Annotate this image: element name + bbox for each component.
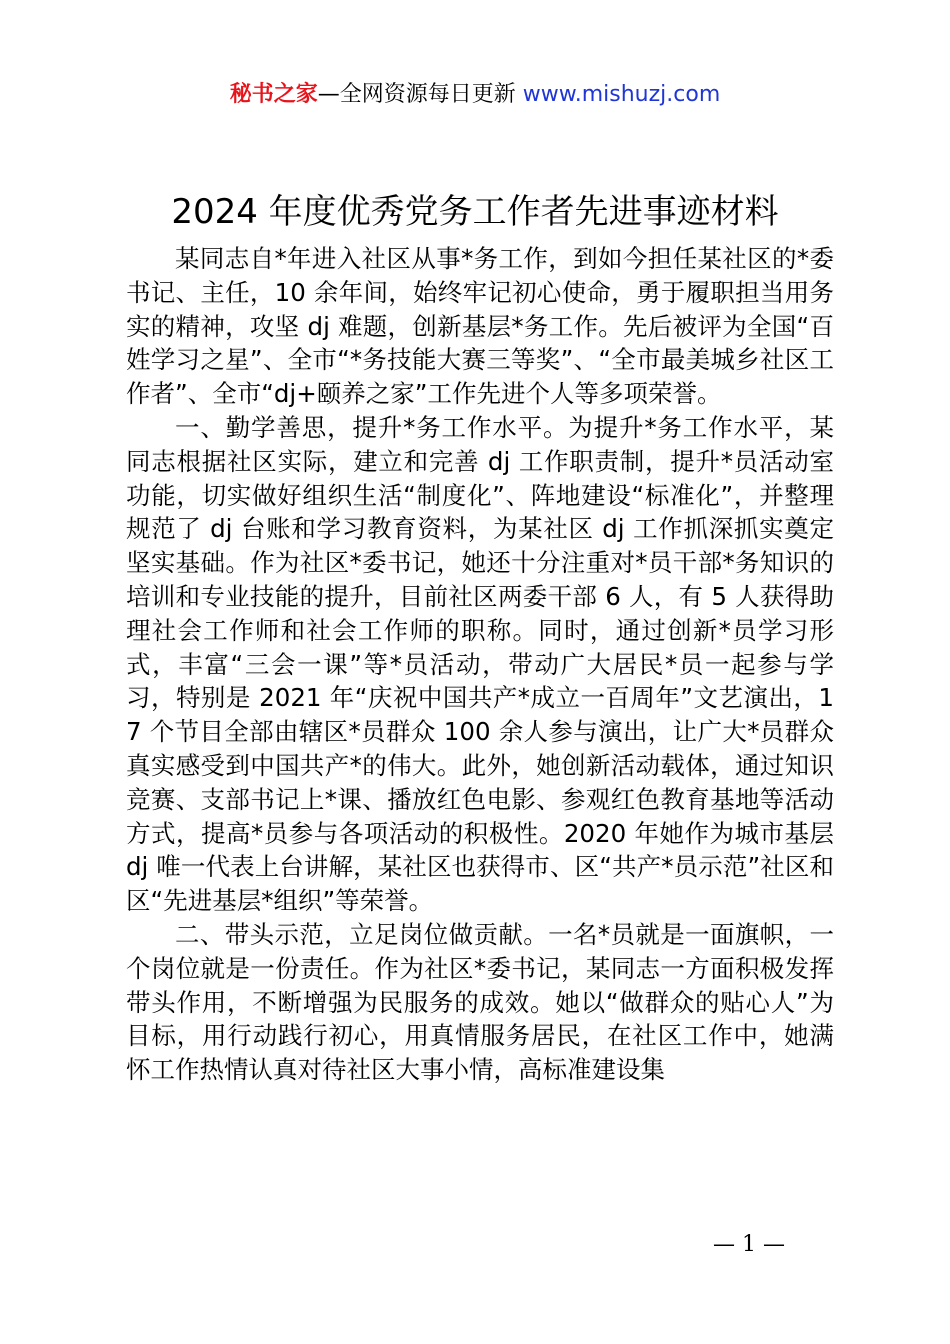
paragraph-section-1: 一、勤学善思，提升*务工作水平。为提升*务工作水平，某同志根据社区实际，建立和完善 dj 工作职责制，提升*员活动室功能，切实做好组织生活“制度化”、阵地建设“标准化”，并整理规范了 dj 台账和学习教育资料，为某社区 dj 工作抓深抓实奠定坚实基础。作为社区*委书记，她还十分注重对*员干部*务知识的培训和专业技能的提升，目前社区两委干部 6 人，有 5 人获得助理社会工作师和社会工作师的职称。同时，通过创新*员学习形式，丰富“三会一课”等*员活动，带动广大居民*员一起参与学习，特别是 2021 年“庆祝中国共产*成立一百周年”文艺演出，17 个节目全部由辖区*员群众 100 余人参与演出，让广大*员群众真实感受到中国共产*的伟大。此外，她创新活动载体，通过知识竞赛、支部书记上*课、播放红色电影、参观红色教育基地等活动方式，提高*员参与各项活动的积极性。2020 年她作为城市基层 dj 唯一代表上台讲解，某社区也获得市、区“共产*员示范”社区和区“先进基层*组织”等荣誉。 (126, 412, 834, 916)
document-body (126, 242, 834, 1087)
paragraph-intro: 某同志自*年进入社区从事*务工作，到如今担任某社区的*委书记、主任，10 余年间，始终牢记初心使命，勇于履职担当用务实的精神，攻坚 dj 难题，创新基层*务工作。先后被评为全国“百姓学习之星”、全市“*务技能大赛三等奖”、“全市最美城乡社区工作者”、全市“dj+颐养之家”工作先进个人等多项荣誉。 (126, 244, 834, 409)
page-number: — 1 — (713, 1232, 785, 1257)
site-tagline: —全网资源每日更新 (317, 82, 516, 107)
paragraph-section-2: 二、带头示范，立足岗位做贡献。一名*员就是一面旗帜，一个岗位就是一份责任。作为社区*委书记，某同志一方面积极发挥带头作用，不断增强为民服务的成效。她以“做群众的贴心人”为目标，用行动践行初心，用真情服务居民，在社区工作中，她满怀工作热情认真对待社区大事小情，高标准建设集 (126, 919, 834, 1085)
document-title: 2024 年度优秀党务工作者先进事迹材料 (171, 192, 779, 232)
site-brand: 秘书之家 (229, 82, 318, 107)
site-header (0, 78, 950, 112)
site-url-link[interactable]: www.mishuzj.com (522, 82, 721, 107)
